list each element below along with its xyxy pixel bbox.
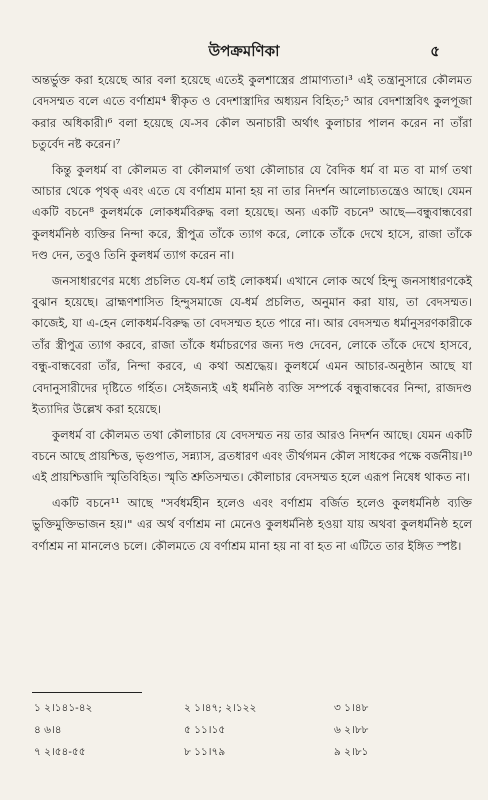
- paragraph-1: অন্তর্ভুক্ত করা হয়েছে আর বলা হয়েছে এতেই কুলশাস্ত্রের প্রামাণ্যতা।³ এই তন্ত্রানুসারে কৌলমত বেদসম্মত বলে এতে বর্ণাশ্রম⁴ স্বীকৃত ও বেদশাস্ত্রাদির অধ্যয়ন বিহিত;⁵ আর বেদশাস্ত্রবিৎ কুলপূজা করার অধিকারী।⁶ বলা হয়েছে যে-সব কৌল অনাচারী অর্থাৎ কুলাচার পালন করেন না তাঁরা চতুর্বেদ নষ্ট করেন।⁷: [32, 73, 472, 152]
- footnote: ৬ ২।৮৮: [334, 724, 369, 736]
- footnote: ৮ ১১।৭৯: [184, 746, 226, 758]
- running-head: উপক্রমণিকা: [208, 42, 280, 60]
- footnotes: [34, 700, 454, 760]
- page-number: ৫: [430, 42, 440, 60]
- footnote: ৭ ২।৫৪-৫৫: [34, 746, 86, 758]
- footnote: ৪ ৬।৪: [34, 724, 62, 736]
- footnote: ২ ১।৪৭; ২।১২২: [184, 702, 257, 714]
- paragraph-2: কিন্তু কুলধর্ম বা কৌলমত বা কৌলমার্গ তথা কৌলাচার যে বৈদিক ধর্ম বা মত বা মার্গ তথা আচার থেকে পৃথক্ এবং এতে যে বর্ণাশ্রম মানা হয় না তার নিদর্শন আলোচ্যতন্ত্রেও আছে। যেমন একটি বচনে⁸ কুলধর্মকে লোকধর্মবিরুদ্ধ বলা হয়েছে। অন্য একটি বচনে⁹ আছে—বন্ধুবান্ধবেরা কুলধর্মনিষ্ঠ ব্যক্তির নিন্দা করে, স্ত্রীপুত্র তাঁকে ত্যাগ করে, লোকে তাঁকে দেখে হাসে, রাজা তাঁকে দণ্ড দেন, তবুও তিনি কুলধর্ম ত্যাগ করেন না।: [32, 162, 472, 263]
- body-text: [32, 70, 472, 561]
- footnote: ৯ ২।৮১: [334, 746, 369, 758]
- paragraph-5: একটি বচনে¹¹ আছে "সর্বধর্মহীন হলেও এবং বর্ণাশ্রম বর্জিত হলেও কুলধর্মনিষ্ঠ ব্যক্তি ভুক্তিমুক্তিভাজন হয়।" এর অর্থ বর্ণাশ্রম না মেনেও কুলধর্মনিষ্ঠ হওয়া যায় অথবা কুলধর্মনিষ্ঠ হলে বর্ণাশ্রম না মানলেও চলে। কৌলমতে যে বর্ণাশ্রম মানা হয় না বা হত না এটিতে তার ইঙ্গিত স্পষ্ট।: [32, 495, 472, 553]
- paragraph-4: কুলধর্ম বা কৌলমত তথা কৌলাচার যে বেদসম্মত নয় তার আরও নিদর্শন আছে। যেমন একটি বচনে আছে প্রায়শ্চিত্ত, ভৃগুপাত, সন্ন্যাস, ব্রতধারণ এবং তীর্থগমন কৌল সাধকের পক্ষে বর্জনীয়।¹⁰ এই প্রায়শ্চিত্তাদি স্মৃতিবিহিত। স্মৃতি শ্রুতিসম্মত। কৌলাচার বেদসম্মত হলে এরূপ নিষেধ থাকত না।: [32, 427, 472, 485]
- footnote: ১ ২।১৪১-৪২: [34, 702, 93, 714]
- page-header: [0, 40, 488, 60]
- footnote: ৩ ১।৪৮: [334, 702, 369, 714]
- paragraph-3: জনসাধারণের মধ্যে প্রচলিত যে-ধর্ম তাই লোকধর্ম। এখানে লোক অর্থে হিন্দু জনসাধারণকেই বুঝান হয়েছে। ব্রাহ্মণশাসিত হিন্দুসমাজে যে-ধর্ম প্রচলিত, অনুমান করা যায়, তা বেদসম্মত। কাজেই, যা এ-হেন লোকধর্ম-বিরুদ্ধ তা বেদসম্মত হতে পারে না। আর বেদসম্মত ধর্মানুসরণকারীকে তাঁর স্ত্রীপুত্র ত্যাগ করবে, রাজা তাঁকে ধর্মাচরণের জন্য দণ্ড দেবেন, লোকে তাঁকে দেখে হাসবে, বন্ধু-বান্ধবেরা তাঁর, নিন্দা করবে, এ কথা অশ্রদ্ধেয়। কুলধর্মে এমন আচার-অনুষ্ঠান আছে যা বেদানুসারীদের দৃষ্টিতে গর্হিত। সেইজন্যই এই ধর্মনিষ্ঠ ব্যক্তি সম্পর্কে বন্ধুবান্ধবের নিন্দা, রাজদণ্ড ইত্যাদির উল্লেখ করা হয়েছে।: [32, 273, 473, 417]
- footnote: ৫ ১১।১৫: [184, 724, 226, 736]
- footnote-divider: [32, 692, 142, 693]
